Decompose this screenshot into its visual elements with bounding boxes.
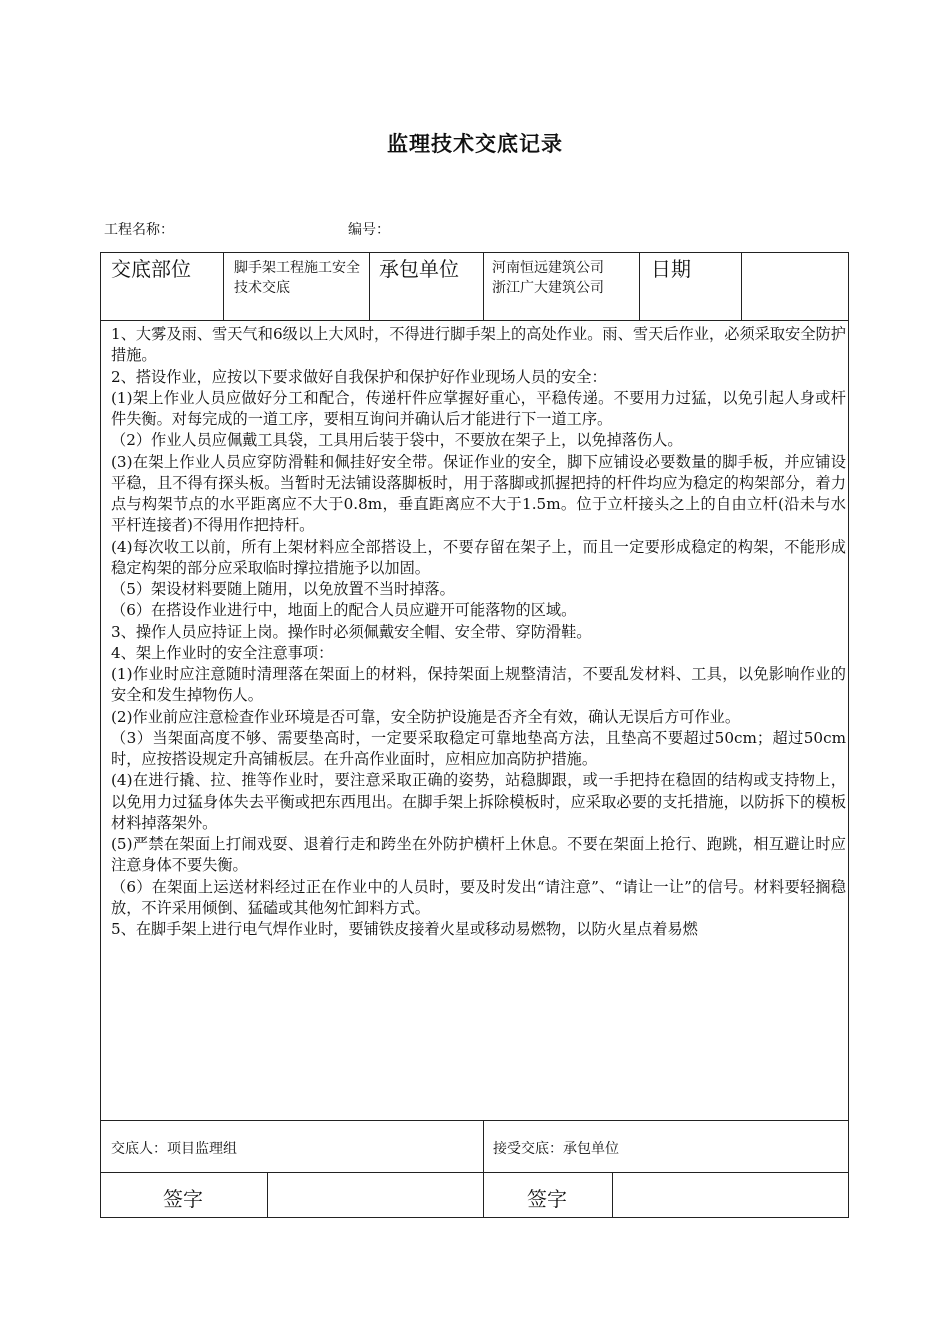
content-paragraph: (5)严禁在架面上打闹戏耍、退着行走和跨坐在外防护横杆上休息。不要在架面上抢行、跑跳，相互避让时应注意身体不要失衡。 — [111, 835, 846, 875]
content-paragraph: (3)在架上作业人员应穿防滑鞋和佩挂好安全带。保证作业的安全，脚下应铺设必要数量的脚手板，并应铺设平稳，且不得有探头板。当暂时无法铺设落脚板时，用于落脚或抓握把持的杆件均应为稳定的构架部分，着力点与构架节点的水平距离应不大于0.8m，垂直距离应不大于1.5m。位于立杆接头之上的自由立杆(沿未与水平杆连接者)不得用作把持杆。 — [111, 452, 846, 535]
content-paragraph: (4)在进行撬、拉、推等作业时，要注意采取正确的姿势，站稳脚跟，或一手把持在稳固的结构或支持物上，以免用力过猛身体失去平衡或把东西甩出。在脚手架上拆除模板时，应采取必要的支托措施，以防拆下的模板材料掉落架外。 — [111, 771, 846, 832]
content-paragraph: 1、大雾及雨、雪天气和6级以上大风时，不得进行脚手架上的高处作业。雨、雪天后作业，必须采取安全防护措施。 — [111, 325, 846, 365]
receiver-label: 接受交底：承包单位 — [493, 1141, 619, 1157]
content-paragraph: （3）当架面高度不够、需要垫高时，一定要采取稳定可靠地垫高方法，且垫高不要超过50cm；超过50cm时，应按搭设规定升高铺板层。在升高作业面时，应相应加高防护措施。 — [111, 728, 846, 768]
content-paragraph: （6）在搭设作业进行中，地面上的配合人员应避开可能落物的区域。 — [111, 601, 577, 620]
part-label: 交底部位 — [111, 257, 191, 281]
content-paragraph: (1)作业时应注意随时清理落在架面上的材料，保持架面上规整清洁，不要乱发材料、工具，以免影响作业的安全和发生掉物伤人。 — [111, 665, 846, 705]
column-divider — [369, 253, 370, 320]
document-title: 监理技术交底记录 — [387, 132, 563, 156]
project-name-label: 工程名称： — [104, 222, 174, 238]
content-paragraph: (2)作业前应注意检查作业环境是否可靠，安全防护设施是否齐全有效，确认无误后方可作业。 — [111, 707, 741, 726]
content-paragraph: (4)每次收工以前，所有上架材料应全部搭设上，不要存留在架子上，而且一定要形成稳定的构架，不能形成稳定构架的部分应采取临时撑拉措施予以加固。 — [111, 537, 846, 577]
number-label: 编号： — [348, 222, 390, 238]
signature-label-left: 签字 — [163, 1187, 203, 1211]
disclosure-table — [100, 252, 849, 1218]
signature-label-right: 签字 — [527, 1187, 567, 1211]
content-paragraph: （5）架设材料要随上随用，以免放置不当时掉落。 — [111, 580, 455, 598]
date-label: 日期 — [651, 257, 691, 281]
column-divider — [223, 253, 224, 320]
row-divider — [101, 1120, 848, 1121]
content-paragraph: 3、操作人员应持证上岗。操作时必须佩戴安全帽、安全带、穿防滑鞋。 — [111, 622, 592, 641]
contractor-value-1: 河南恒远建筑公司 — [492, 260, 604, 276]
row-divider — [101, 320, 848, 321]
part-value: 脚手架工程施工安全技术交底 — [234, 260, 360, 296]
content-paragraph: (1)架上作业人员应做好分工和配合，传递杆件应掌握好重心，平稳传递。不要用力过猛，以免引起人身或杆件失衡。对每完成的一道工序，要相互询问并确认后才能进行下一道工序。 — [111, 388, 846, 428]
contractor-value-2: 浙江广大建筑公司 — [492, 280, 604, 296]
column-divider — [741, 253, 742, 320]
content-paragraph: 2、搭设作业，应按以下要求做好自我保护和保护好作业现场人员的安全： — [111, 367, 607, 386]
disclosure-content — [111, 324, 846, 940]
signature-field-right[interactable] — [613, 1173, 847, 1217]
signature-field-left[interactable] — [268, 1173, 482, 1217]
content-paragraph: 4、架上作业时的安全注意事项： — [111, 643, 334, 662]
column-divider — [639, 253, 640, 320]
contractor-label: 承包单位 — [379, 257, 459, 281]
discloser-label: 交底人：项目监理组 — [111, 1141, 237, 1157]
column-divider — [483, 1120, 484, 1218]
content-paragraph: 5、在脚手架上进行电气焊作业时，要铺铁皮接着火星或移动易燃物，以防火星点着易燃 — [111, 920, 698, 938]
content-paragraph: （2）作业人员应佩戴工具袋，工具用后装于袋中，不要放在架子上，以免掉落伤人。 — [111, 431, 683, 450]
column-divider — [483, 253, 484, 320]
content-paragraph: （6）在架面上运送材料经过正在作业中的人员时，要及时发出“请注意”、“请让一让”的信号。材料要轻搁稳放，不许采用倾倒、猛磕或其他匆忙卸料方式。 — [111, 877, 846, 917]
